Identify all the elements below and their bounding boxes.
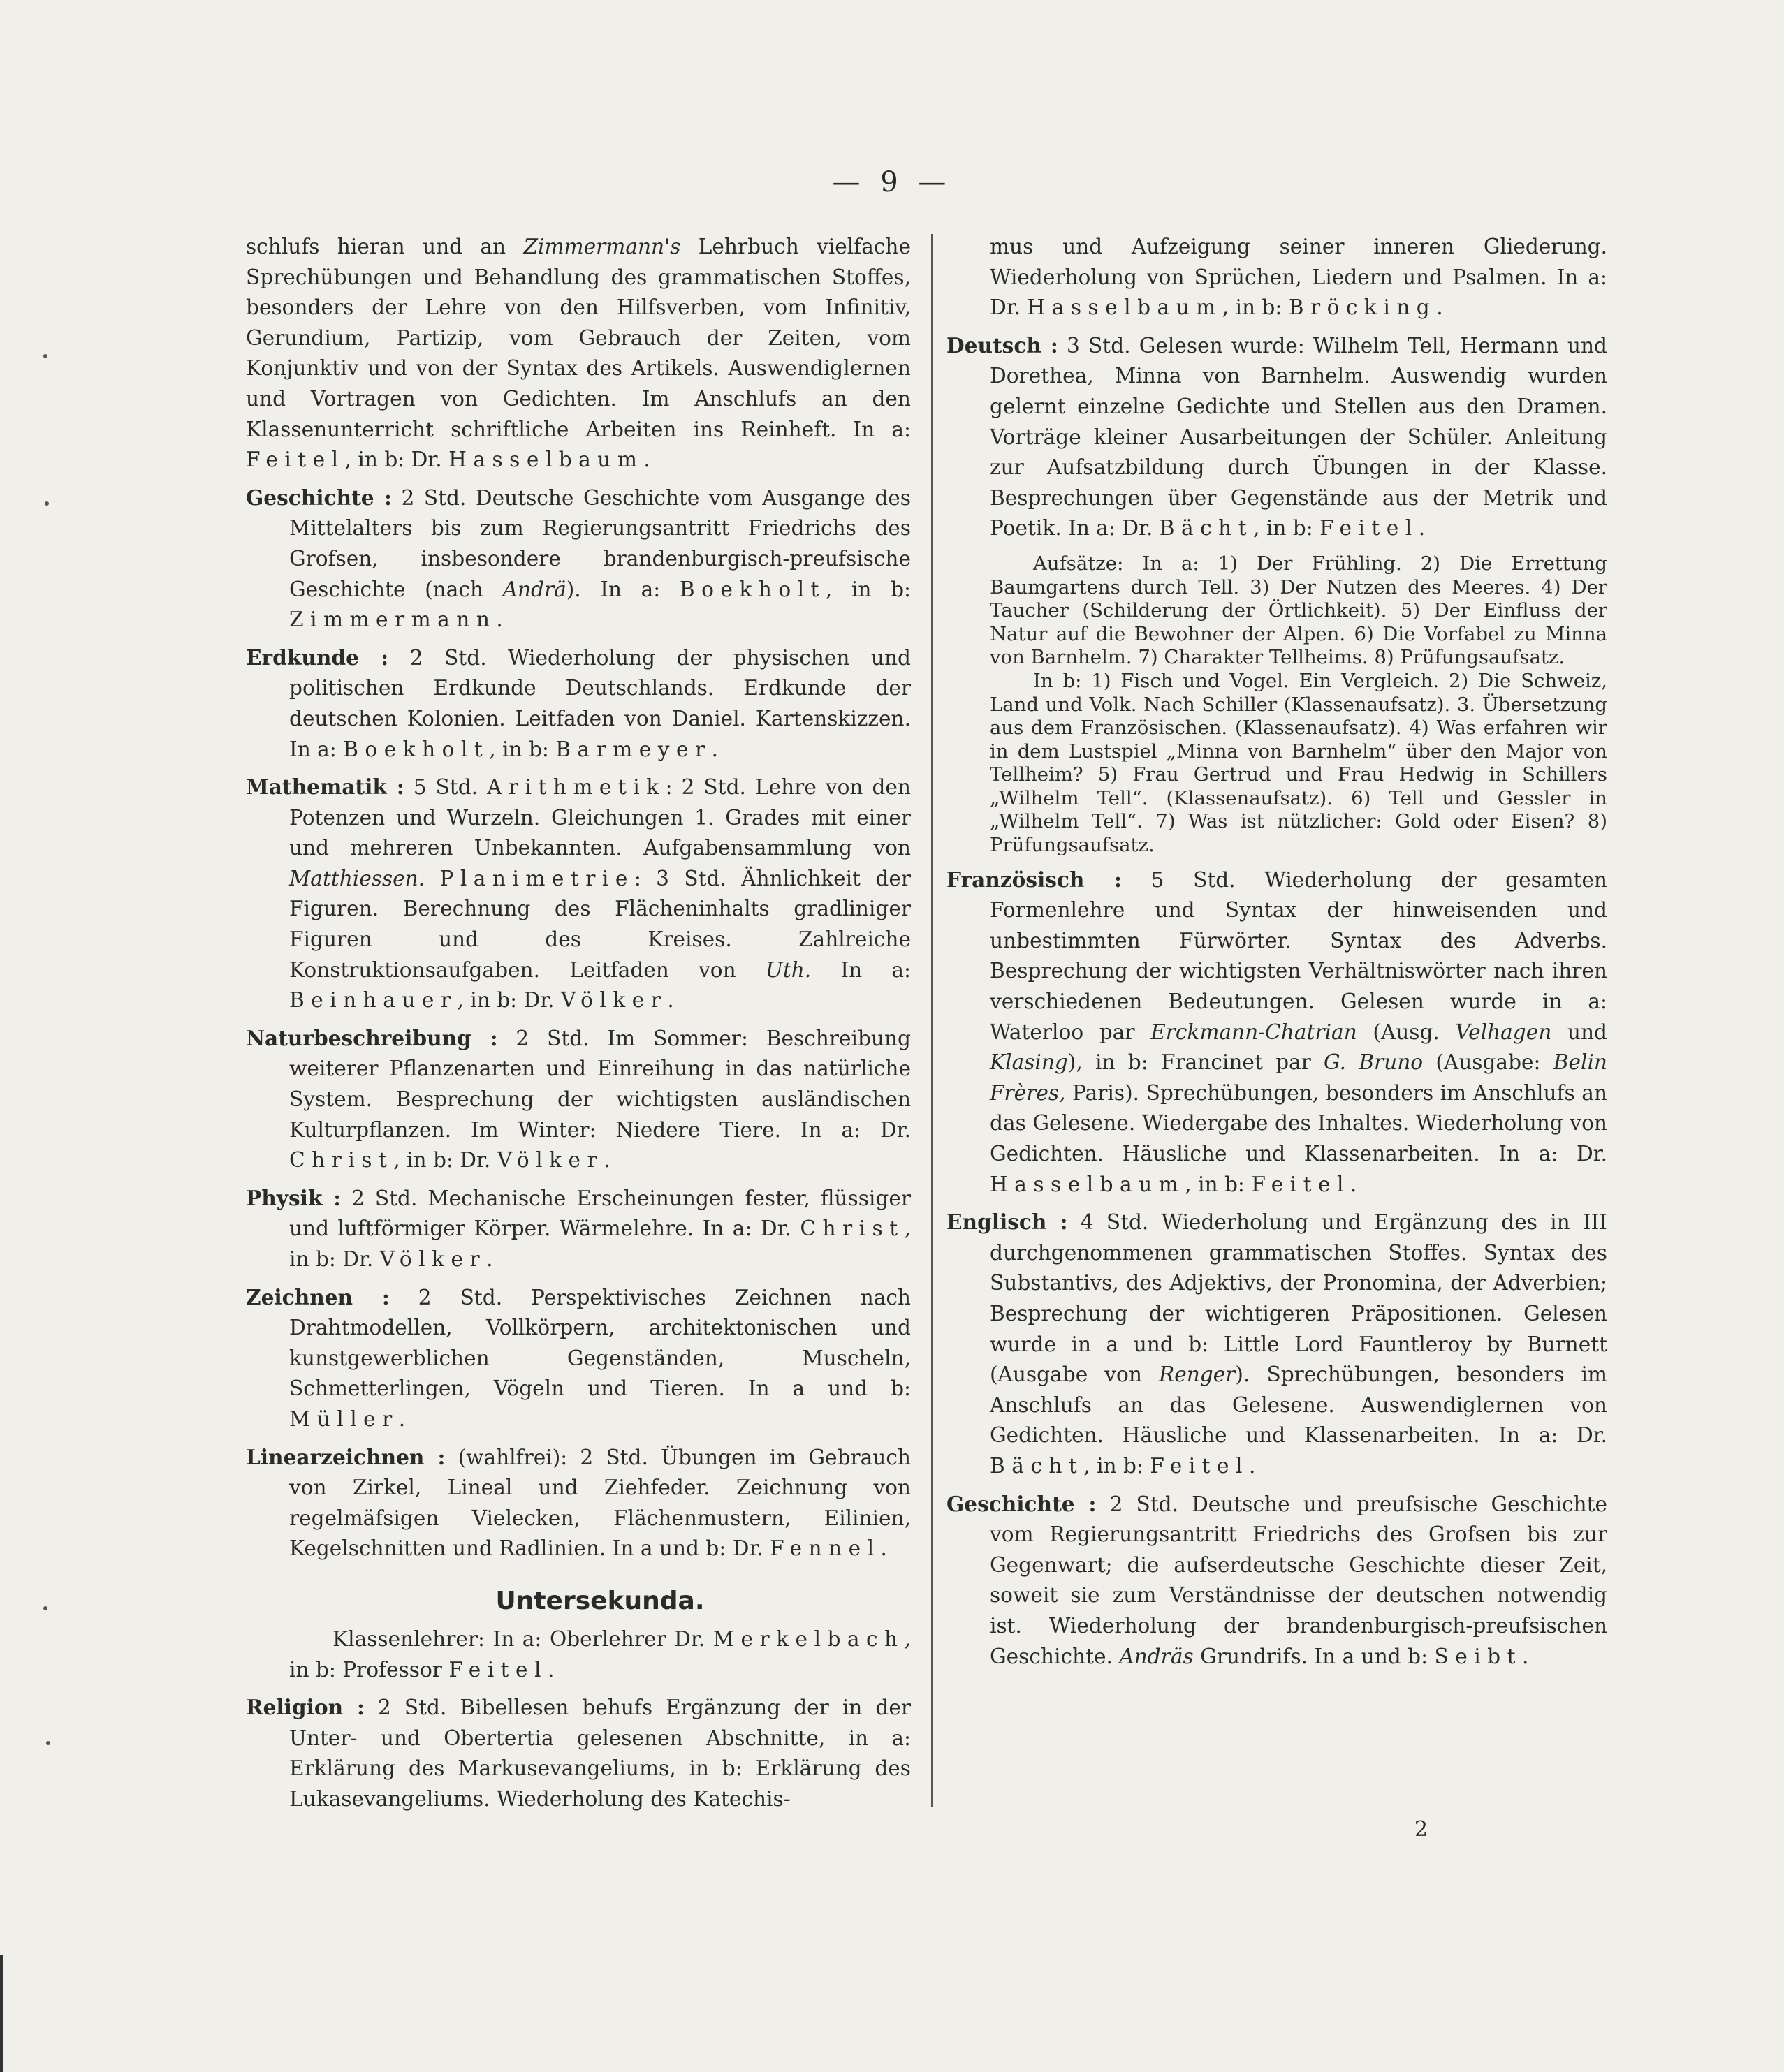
section-physik: Physik : 2 Std. Mechanische Erscheinungen fester, flüssiger und luftförmiger Körper. Wärmelehre. In a: Dr. Christ, in b: Dr. Völker. bbox=[246, 1185, 911, 1271]
section-religion: Religion : 2 Std. Bibellesen behufs Ergänzung der in der Unter- und Obertertia gelesenen Abschnitte, in a: Erklärung des Markusevangeliums, in b: Erklärung des Lukasevangeliums. Wiederholung des Katechis- bbox=[246, 1695, 911, 1811]
margin-mark bbox=[43, 1606, 47, 1610]
column-divider bbox=[931, 234, 933, 1807]
section-mathematik: Mathematik : 5 Std. Arithmetik: 2 Std. Lehre von den Potenzen und Wurzeln. Gleichungen 1. Grades mit einer und mehreren Unbekannten. Aufgabensammlung von Matthiessen. Planimetrie: 3 Std. Ähnlichkeit der Figuren. Berechnung des Flächeninhalts gradliniger Figuren und des Kreises. Zahlreiche Konstruktionsaufgaben. Leitfaden von Uth. In a: Beinhauer, in b: Dr. Völker. bbox=[246, 774, 911, 1013]
margin-mark bbox=[43, 354, 47, 358]
section-franzoesisch: Französisch : 5 Std. Wiederholung der gesamten Formenlehre und Syntax der hinweisenden und unbestimmten Fürwörter. Syntax des Adverbs. Besprechung der wichtigsten Verhältniswörter nach ihren verschiedenen Bedeutungen. Gelesen wurde in a: Waterloo par Erckmann-Chatrian (Ausg. Velhagen und Klasing), in b: Francinet par G. Bruno (Ausgabe: Belin Frères, Paris). Sprechübungen, besonders im Anschlufs an das Gelesene. Wiedergabe des Inhaltes. Wiederholung von Gedichten. Häusliche und Klassenarbeiten. In a: Dr. Hasselbaum, in b: Feitel. bbox=[946, 867, 1607, 1196]
aufsaetze-a: Aufsätze: In a: 1) Der Frühling. 2) Die Errettung Baumgartens durch Tell. 3) Der Nutzen des Meeres. 4) Der Taucher (Schilderung der Örtlichkeit). 5) Der Einfluss der Natur auf die Bewohner der Alpen. 6) Die Vorfabel zu Minna von Barnhelm. 7) Charakter Tellheims. 8) Prüfungsaufsatz. bbox=[990, 552, 1607, 669]
aufsaetze-b: In b: 1) Fisch und Vogel. Ein Vergleich. 2) Die Schweiz, Land und Volk. Nach Schiller (Klassenaufsatz). 3. Übersetzung aus dem Französischen. (Klassenaufsatz). 4) Was erfahren wir in dem Lustspiel „Minna von Barnhelm“ über den Major von Tellheim? 5) Frau Gertrud und Frau Hedwig in Schillers „Wilhelm Tell“. (Klassenaufsatz). 6) Tell und Gessler in „Wilhelm Tell“. 7) Was ist nützlicher: Gold oder Eisen? 8) Prüfungsaufsatz. bbox=[990, 669, 1607, 857]
sheet-number: 2 bbox=[1414, 1817, 1428, 1842]
scan-edge bbox=[0, 1955, 3, 2072]
aufsaetze-block bbox=[946, 552, 1607, 858]
section-zeichnen: Zeichnen : 2 Std. Perspektivisches Zeichnen nach Drahtmodellen, Vollkörpern, architektonischen und kunstgewerblichen Gegenständen, Muscheln, Schmetterlingen, Vögeln und Tieren. In a und b: Müller. bbox=[246, 1284, 911, 1431]
right-column bbox=[946, 232, 1607, 1672]
left-column bbox=[246, 232, 911, 1815]
section-naturbeschreibung: Naturbeschreibung : 2 Std. Im Sommer: Beschreibung weiterer Pflanzenarten und Einreihung in das natürliche System. Besprechung der wichtigsten ausländischen Kulturpflanzen. Im Winter: Niedere Tiere. In a: Dr. Christ, in b: Dr. Völker. bbox=[246, 1025, 911, 1173]
page-number: — 9 — bbox=[832, 166, 952, 198]
section-deutsch: Deutsch : 3 Std. Gelesen wurde: Wilhelm Tell, Hermann und Dorethea, Minna von Barnhelm. Auswendig wurden gelernt einzelne Gedichte und Stellen aus den Dramen. Vorträge kleiner Ausarbeitungen der Schüler. Anleitung zur Aufsatzbildung durch Übungen in der Klasse. Besprechungen über Gegenstände aus der Metrik und Poetik. In a: Dr. Bächt, in b: Feitel. bbox=[946, 332, 1607, 541]
section-title-untersekunda: Untersekunda. bbox=[495, 1586, 705, 1615]
paragraph-intro: schlufs hieran und an Zimmermann's Lehrbuch vielfache Sprechübungen und Behandlung des grammatischen Stoffes, besonders der Lehre von den Hilfsverben, vom Infinitiv, Gerundium, Partizip, vom Gebrauch der Zeiten, vom Konjunktiv und von der Syntax des Artikels. Auswendiglernen und Vortragen von Gedichten. Im Anschlufs an den Klassenunterricht schriftliche Arbeiten ins Reinheft. In a: Feitel, in b: Dr. Hasselbaum. bbox=[246, 235, 911, 472]
margin-mark bbox=[46, 1741, 50, 1745]
section-erdkunde: Erdkunde : 2 Std. Wiederholung der physischen und politischen Erdkunde Deutschlands. Erdkunde der deutschen Kolonien. Leitfaden von Daniel. Kartenskizzen. In a: Boekholt, in b: Barmeyer. bbox=[246, 645, 911, 761]
section-linearzeichnen: Linearzeichnen : (wahlfrei): 2 Std. Übungen im Gebrauch von Zirkel, Lineal und Ziehfeder. Zeichnung von regelmäfsigen Vielecken, Flächenmustern, Eilinien, Kegelschnitten und Radlinien. In a und b: Dr. Fennel. bbox=[246, 1444, 911, 1561]
margin-mark bbox=[45, 501, 49, 506]
section-englisch: Englisch : 4 Std. Wiederholung und Ergänzung des in III durchgenommenen grammatischen Stoffes. Syntax des Substantivs, des Adjektivs, der Pronomina, der Adverbien; Besprechung der wichtigeren Präpositionen. Gelesen wurde in a und b: Little Lord Fauntleroy by Burnett (Ausgabe von Renger). Sprechübungen, besonders im Anschlufs an das Gelesene. Auswendiglernen von Gedichten. Häusliche und Klassenarbeiten. In a: Dr. Bächt, in b: Feitel. bbox=[946, 1210, 1607, 1478]
section-geschichte: Geschichte : 2 Std. Deutsche Geschichte vom Ausgange des Mittelalters bis zum Regierungsantritt Friedrichs des Grofsen, insbesondere brandenburgisch-preufsische Geschichte (nach Andrä). In a: Boekholt, in b: Zimmermann. bbox=[246, 485, 911, 632]
section-geschichte-untersekunda: Geschichte : 2 Std. Deutsche und preufsische Geschichte vom Regierungsantritt Friedrichs des Grofsen bis zur Gegenwart; die aufserdeutsche Geschichte dieser Zeit, soweit sie zum Verständnisse der deutschen notwendig ist. Wiederholung der brandenburgisch-preufsischen Geschichte. Andräs Grundrifs. In a und b: Seibt. bbox=[946, 1491, 1607, 1668]
klassenlehrer-line: Klassenlehrer: In a: Oberlehrer Dr. Merkelbach, in b: Professor Feitel. bbox=[289, 1626, 911, 1682]
paragraph-religion-continued: mus und Aufzeigung seiner inneren Gliederung. Wiederholung von Sprüchen, Liedern und Psalmen. In a: Dr. Hasselbaum, in b: Bröcking. bbox=[990, 235, 1607, 320]
